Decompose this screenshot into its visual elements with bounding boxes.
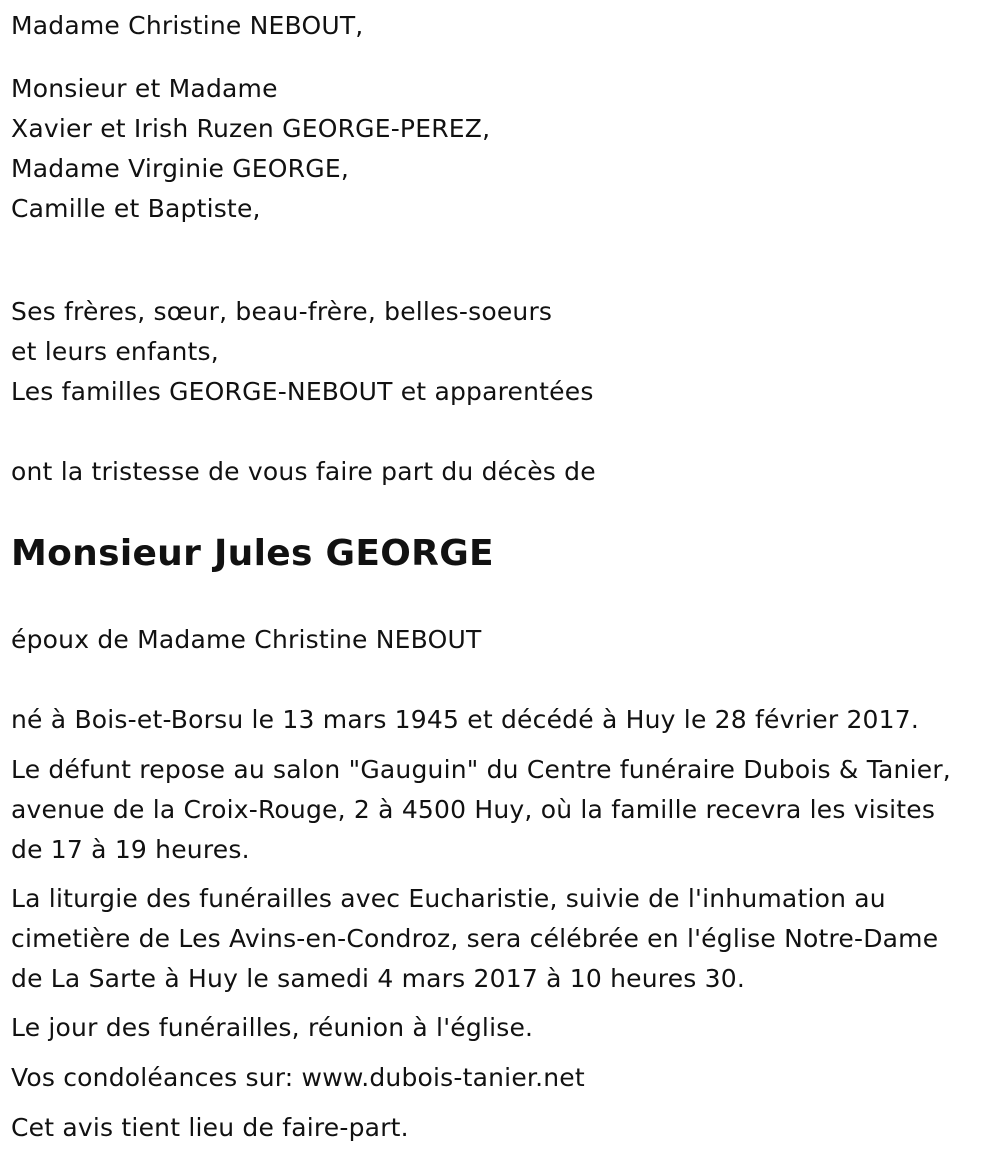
children-line-2: Xavier et Irish Ruzen GEORGE-PEREZ,: [11, 114, 491, 143]
liturgy-line-1: La liturgie des funérailles avec Eucharistie, suivie de l'inhumation au: [11, 884, 886, 913]
family-line-2: et leurs enfants,: [11, 337, 219, 366]
repose-line-3: de 17 à 19 heures.: [11, 835, 250, 864]
meeting-text: Le jour des funérailles, réunion à l'église.: [11, 1013, 534, 1042]
liturgy-line-3: de La Sarte à Huy le samedi 4 mars 2017 à 10 heures 30.: [11, 964, 746, 993]
children-line-4: Camille et Baptiste,: [11, 194, 261, 223]
announcement-text: ont la tristesse de vous faire part du décès de: [11, 457, 596, 486]
deceased-name: Monsieur Jules GEORGE: [11, 533, 494, 574]
children-line-1: Monsieur et Madame: [11, 74, 278, 103]
repose-line-2: avenue de la Croix-Rouge, 2 à 4500 Huy, où la famille recevra les visites: [11, 795, 936, 824]
liturgy-line-2: cimetière de Les Avins-en-Condroz, sera célébrée en l'église Notre-Dame: [11, 924, 939, 953]
family-line-1: Ses frères, sœur, beau-frère, belles-soeurs: [11, 297, 553, 326]
notice-text: Cet avis tient lieu de faire-part.: [11, 1113, 409, 1142]
family-line-3: Les familles GEORGE-NEBOUT et apparentées: [11, 377, 594, 406]
condolences-text: Vos condoléances sur: www.dubois-tanier.net: [11, 1063, 585, 1092]
deceased-spouse-of: époux de Madame Christine NEBOUT: [11, 625, 482, 654]
birth-death-text: né à Bois-et-Borsu le 13 mars 1945 et décédé à Huy le 28 février 2017.: [11, 705, 920, 734]
children-line-3: Madame Virginie GEORGE,: [11, 154, 349, 183]
spouse-name: Madame Christine NEBOUT,: [11, 11, 364, 40]
repose-line-1: Le défunt repose au salon "Gauguin" du Centre funéraire Dubois & Tanier,: [11, 755, 951, 784]
